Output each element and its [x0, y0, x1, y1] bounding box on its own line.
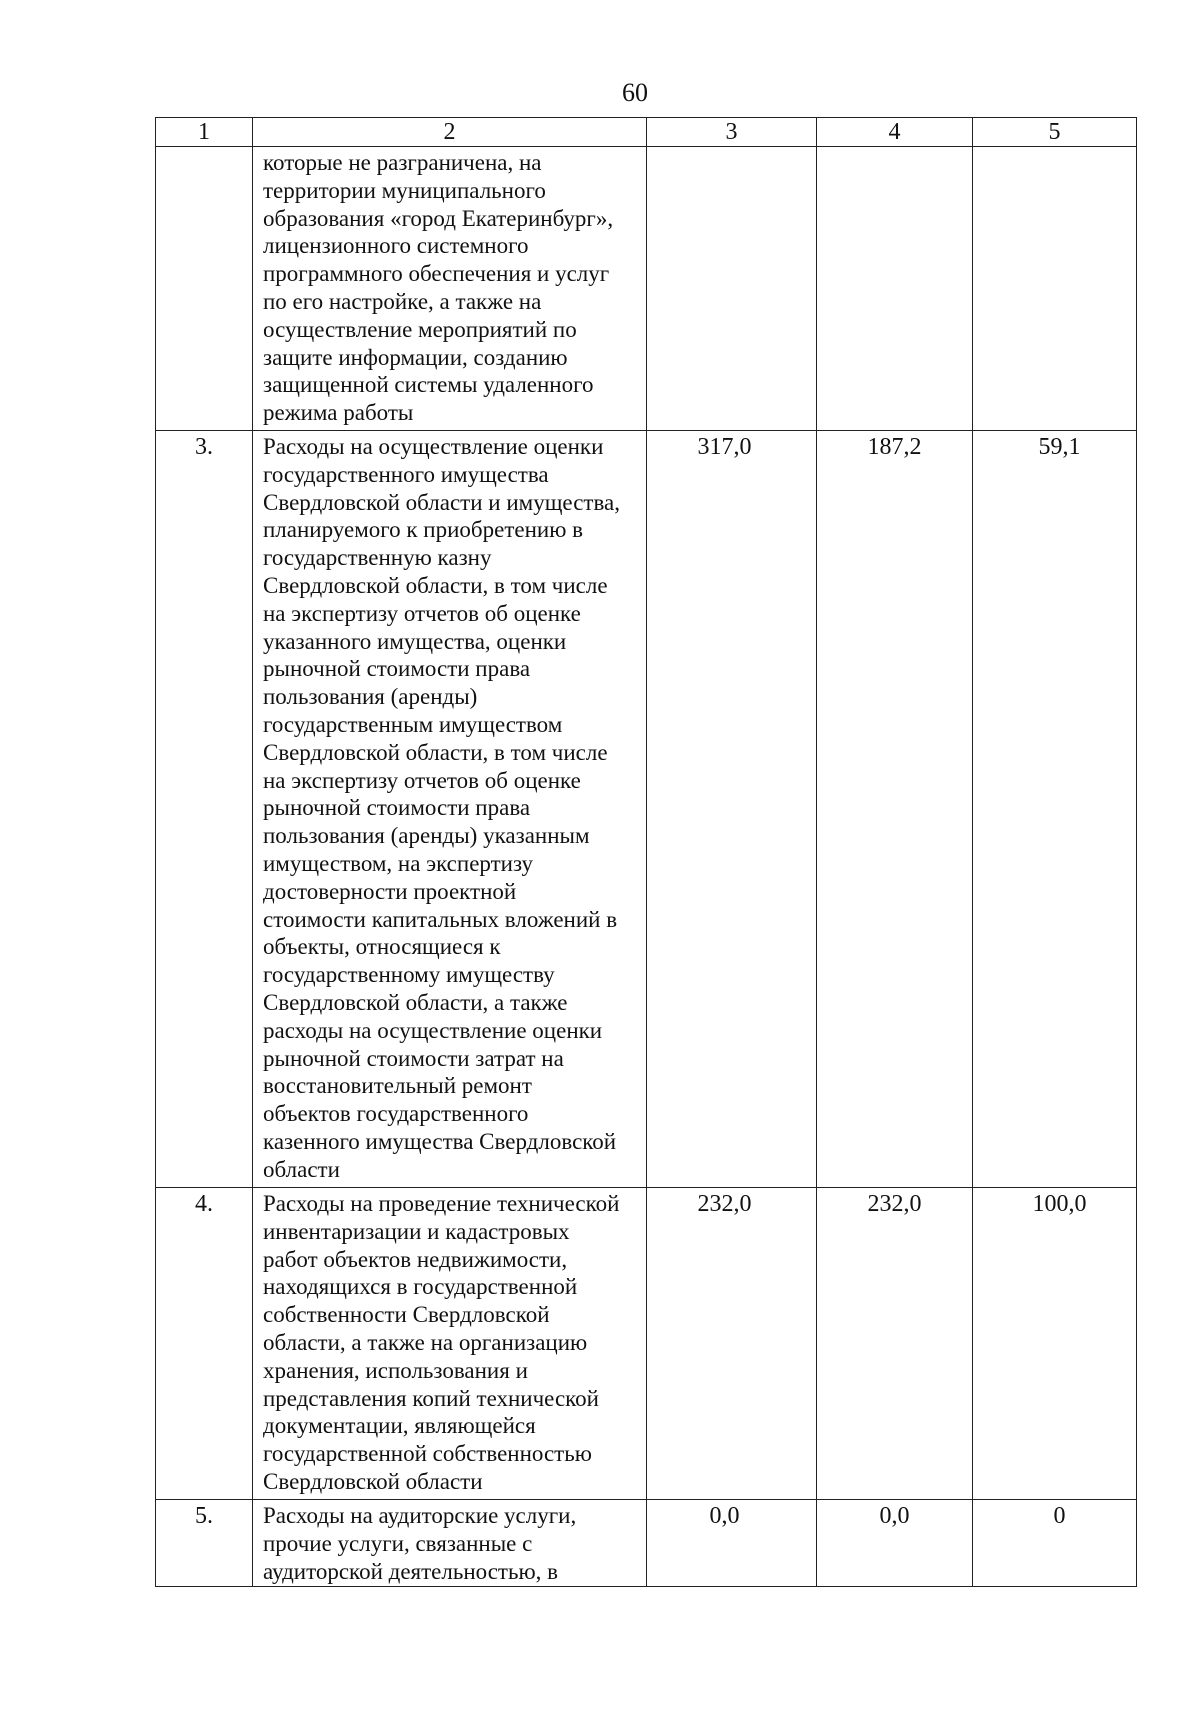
- row-value-col4: 232,0: [817, 1188, 973, 1500]
- column-header: 1: [156, 118, 253, 147]
- column-header: 2: [253, 118, 647, 147]
- row-number: [156, 147, 253, 431]
- row-value-col5: [973, 147, 1137, 431]
- table-row: [156, 147, 1137, 431]
- row-value-col3: 317,0: [647, 431, 817, 1188]
- budget-table: [155, 117, 1137, 1587]
- row-number: 3.: [156, 431, 253, 1188]
- row-value-col5: 59,1: [973, 431, 1137, 1188]
- column-header: 3: [647, 118, 817, 147]
- row-description: которые не разграничена, на территории муниципального образования «город Екатеринбург», лицензионного системного программного обеспечения и услуг по его настройке, а также на осуществление мероприятий по защите информации, созданию защищенной системы удаленного режима работы: [253, 147, 647, 431]
- row-value-col3: 0,0: [647, 1500, 817, 1587]
- row-value-col4: [817, 147, 973, 431]
- row-value-col5: 100,0: [973, 1188, 1137, 1500]
- row-number: 5.: [156, 1500, 253, 1587]
- column-header: 4: [817, 118, 973, 147]
- table-header-row: [156, 118, 1137, 147]
- column-header: 5: [973, 118, 1137, 147]
- row-value-col3: [647, 147, 817, 431]
- page-number: 60: [622, 78, 648, 107]
- row-value-col3: 232,0: [647, 1188, 817, 1500]
- row-value-col4: 0,0: [817, 1500, 973, 1587]
- table-row: [156, 1500, 1137, 1587]
- row-value-col4: 187,2: [817, 431, 973, 1188]
- table-row: [156, 1188, 1137, 1500]
- table-row: [156, 431, 1137, 1188]
- row-description: Расходы на осуществление оценки государственного имущества Свердловской области и имущества, планируемого к приобретению в государственную казну Свердловской области, в том числе на экспертизу отчетов об оценке указанного имущества, оценки рыночной стоимости права пользования (аренды) государственным имуществом Свердловской области, в том числе на экспертизу отчетов об оценке рыночной стоимости права пользования (аренды) указанным имуществом, на экспертизу достоверности проектной стоимости капитальных вложений в объекты, относящиеся к государственному имуществу Свердловской области, а также расходы на осуществление оценки рыночной стоимости затрат на восстановительный ремонт объектов государственного казенного имущества Свердловской области: [253, 431, 647, 1188]
- row-description: Расходы на аудиторские услуги, прочие услуги, связанные с аудиторской деятельностью, в: [253, 1500, 647, 1587]
- row-value-col5: 0: [973, 1500, 1137, 1587]
- row-number: 4.: [156, 1188, 253, 1500]
- row-description: Расходы на проведение технической инвентаризации и кадастровых работ объектов недвижимости, находящихся в государственной собственности Свердловской области, а также на организацию хранения, использования и представления копий технической документации, являющейся государственной собственностью Свердловской области: [253, 1188, 647, 1500]
